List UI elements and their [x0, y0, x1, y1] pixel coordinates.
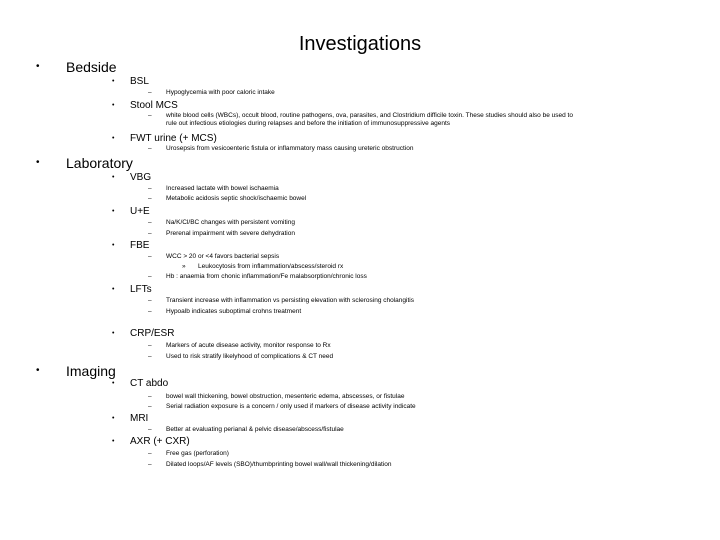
note-text: Metabolic acidosis septic shock/ischaemic bowel: [166, 195, 307, 202]
note-text: Hb : anaemia from chonic inflammation/Fe malabsorption/chronic loss: [166, 273, 367, 280]
note-text: Increased lactate with bowel ischaemia: [166, 185, 279, 192]
dash: –: [148, 342, 152, 349]
dash: –: [148, 353, 152, 360]
dash: –: [148, 253, 152, 260]
item-label: BSL: [130, 76, 149, 87]
dash: –: [148, 308, 152, 315]
note-text: Urosepsis from vesicoenteric fistula or inflammatory mass causing ureteric obstruction: [166, 145, 414, 152]
note-text: Na/K/Cl/BC changes with persistent vomiting: [166, 219, 295, 226]
bullet: •: [36, 157, 40, 168]
item-label: AXR (+ CXR): [130, 436, 190, 447]
slide-title: Investigations: [298, 33, 422, 55]
item-label: U+E: [130, 206, 150, 217]
chevron-bullet: »: [182, 263, 186, 270]
note-text: bowel wall thickening, bowel obstruction, mesenteric edema, abscesses, or fistulae: [166, 393, 405, 400]
bullet: •: [112, 102, 115, 109]
bullet: •: [112, 438, 115, 445]
note-text: Serial radiation exposure is a concern / only used if markers of disease activity indicate: [166, 403, 416, 410]
note-text: Better at evaluating perianal & pelvic disease/abscess/fistulae: [166, 426, 344, 433]
note-text: Prerenal impairment with severe dehydration: [166, 230, 295, 237]
section-label: Bedside: [66, 59, 117, 75]
item-label: FWT urine (+ MCS): [130, 133, 217, 144]
section-label: Laboratory: [66, 155, 133, 171]
bullet: •: [112, 286, 115, 293]
bullet: •: [112, 135, 115, 142]
dash: –: [148, 195, 152, 202]
subnote-text: Leukocytosis from inflammation/abscess/steroid rx: [198, 263, 344, 270]
dash: –: [148, 426, 152, 433]
bullet: •: [112, 330, 115, 337]
dash: –: [148, 297, 152, 304]
note-text: Transient increase with inflammation vs persisting elevation with sclerosing cholangitis: [166, 297, 414, 304]
note-text: Markers of acute disease activity, monitor response to Rx: [166, 342, 331, 349]
bullet: •: [112, 174, 115, 181]
dash: –: [148, 185, 152, 192]
item-label: Stool MCS: [130, 100, 178, 111]
bullet: •: [112, 242, 115, 249]
bullet: •: [36, 365, 40, 376]
dash: –: [148, 112, 152, 119]
note-text: Used to risk stratify likelyhood of complications & CT need: [166, 353, 334, 360]
bullet: •: [112, 380, 115, 387]
bullet: •: [112, 415, 115, 422]
section-label: Imaging: [66, 363, 116, 379]
note-text: Hypoalb indicates suboptimal crohns treatment: [166, 308, 302, 315]
bullet: •: [112, 208, 115, 215]
item-label: MRI: [130, 413, 149, 424]
dash: –: [148, 230, 152, 237]
bullet: •: [112, 78, 115, 85]
dash: –: [148, 393, 152, 400]
note-text: white blood cells (WBCs), occult blood, routine pathogens, ova, parasites, and Clostridium difficile toxin. These studies should also be used to: [166, 112, 573, 119]
dash: –: [148, 450, 152, 457]
item-label: VBG: [130, 172, 152, 183]
note-text: Dilated loops/AF levels (SBO)/thumbprinting bowel wall/wall thickening/dilation: [166, 461, 392, 468]
dash: –: [148, 461, 152, 468]
item-label: FBE: [130, 240, 150, 251]
dash: –: [148, 273, 152, 280]
item-label: CT abdo: [130, 378, 169, 389]
item-label: CRP/ESR: [130, 328, 175, 339]
dash: –: [148, 89, 152, 96]
dash: –: [148, 219, 152, 226]
bullet: •: [36, 61, 40, 72]
dash: –: [148, 145, 152, 152]
note-text-continued: rule out infectious etiologies during relapses and before the initiation of immunosuppressive agents: [166, 120, 451, 127]
note-text: WCC > 20 or <4 favors bacterial sepsis: [166, 253, 280, 260]
dash: –: [148, 403, 152, 410]
note-text: Hypoglycemia with poor caloric intake: [166, 89, 275, 96]
note-text: Free gas (perforation): [166, 450, 229, 457]
item-label: LFTs: [130, 284, 152, 295]
